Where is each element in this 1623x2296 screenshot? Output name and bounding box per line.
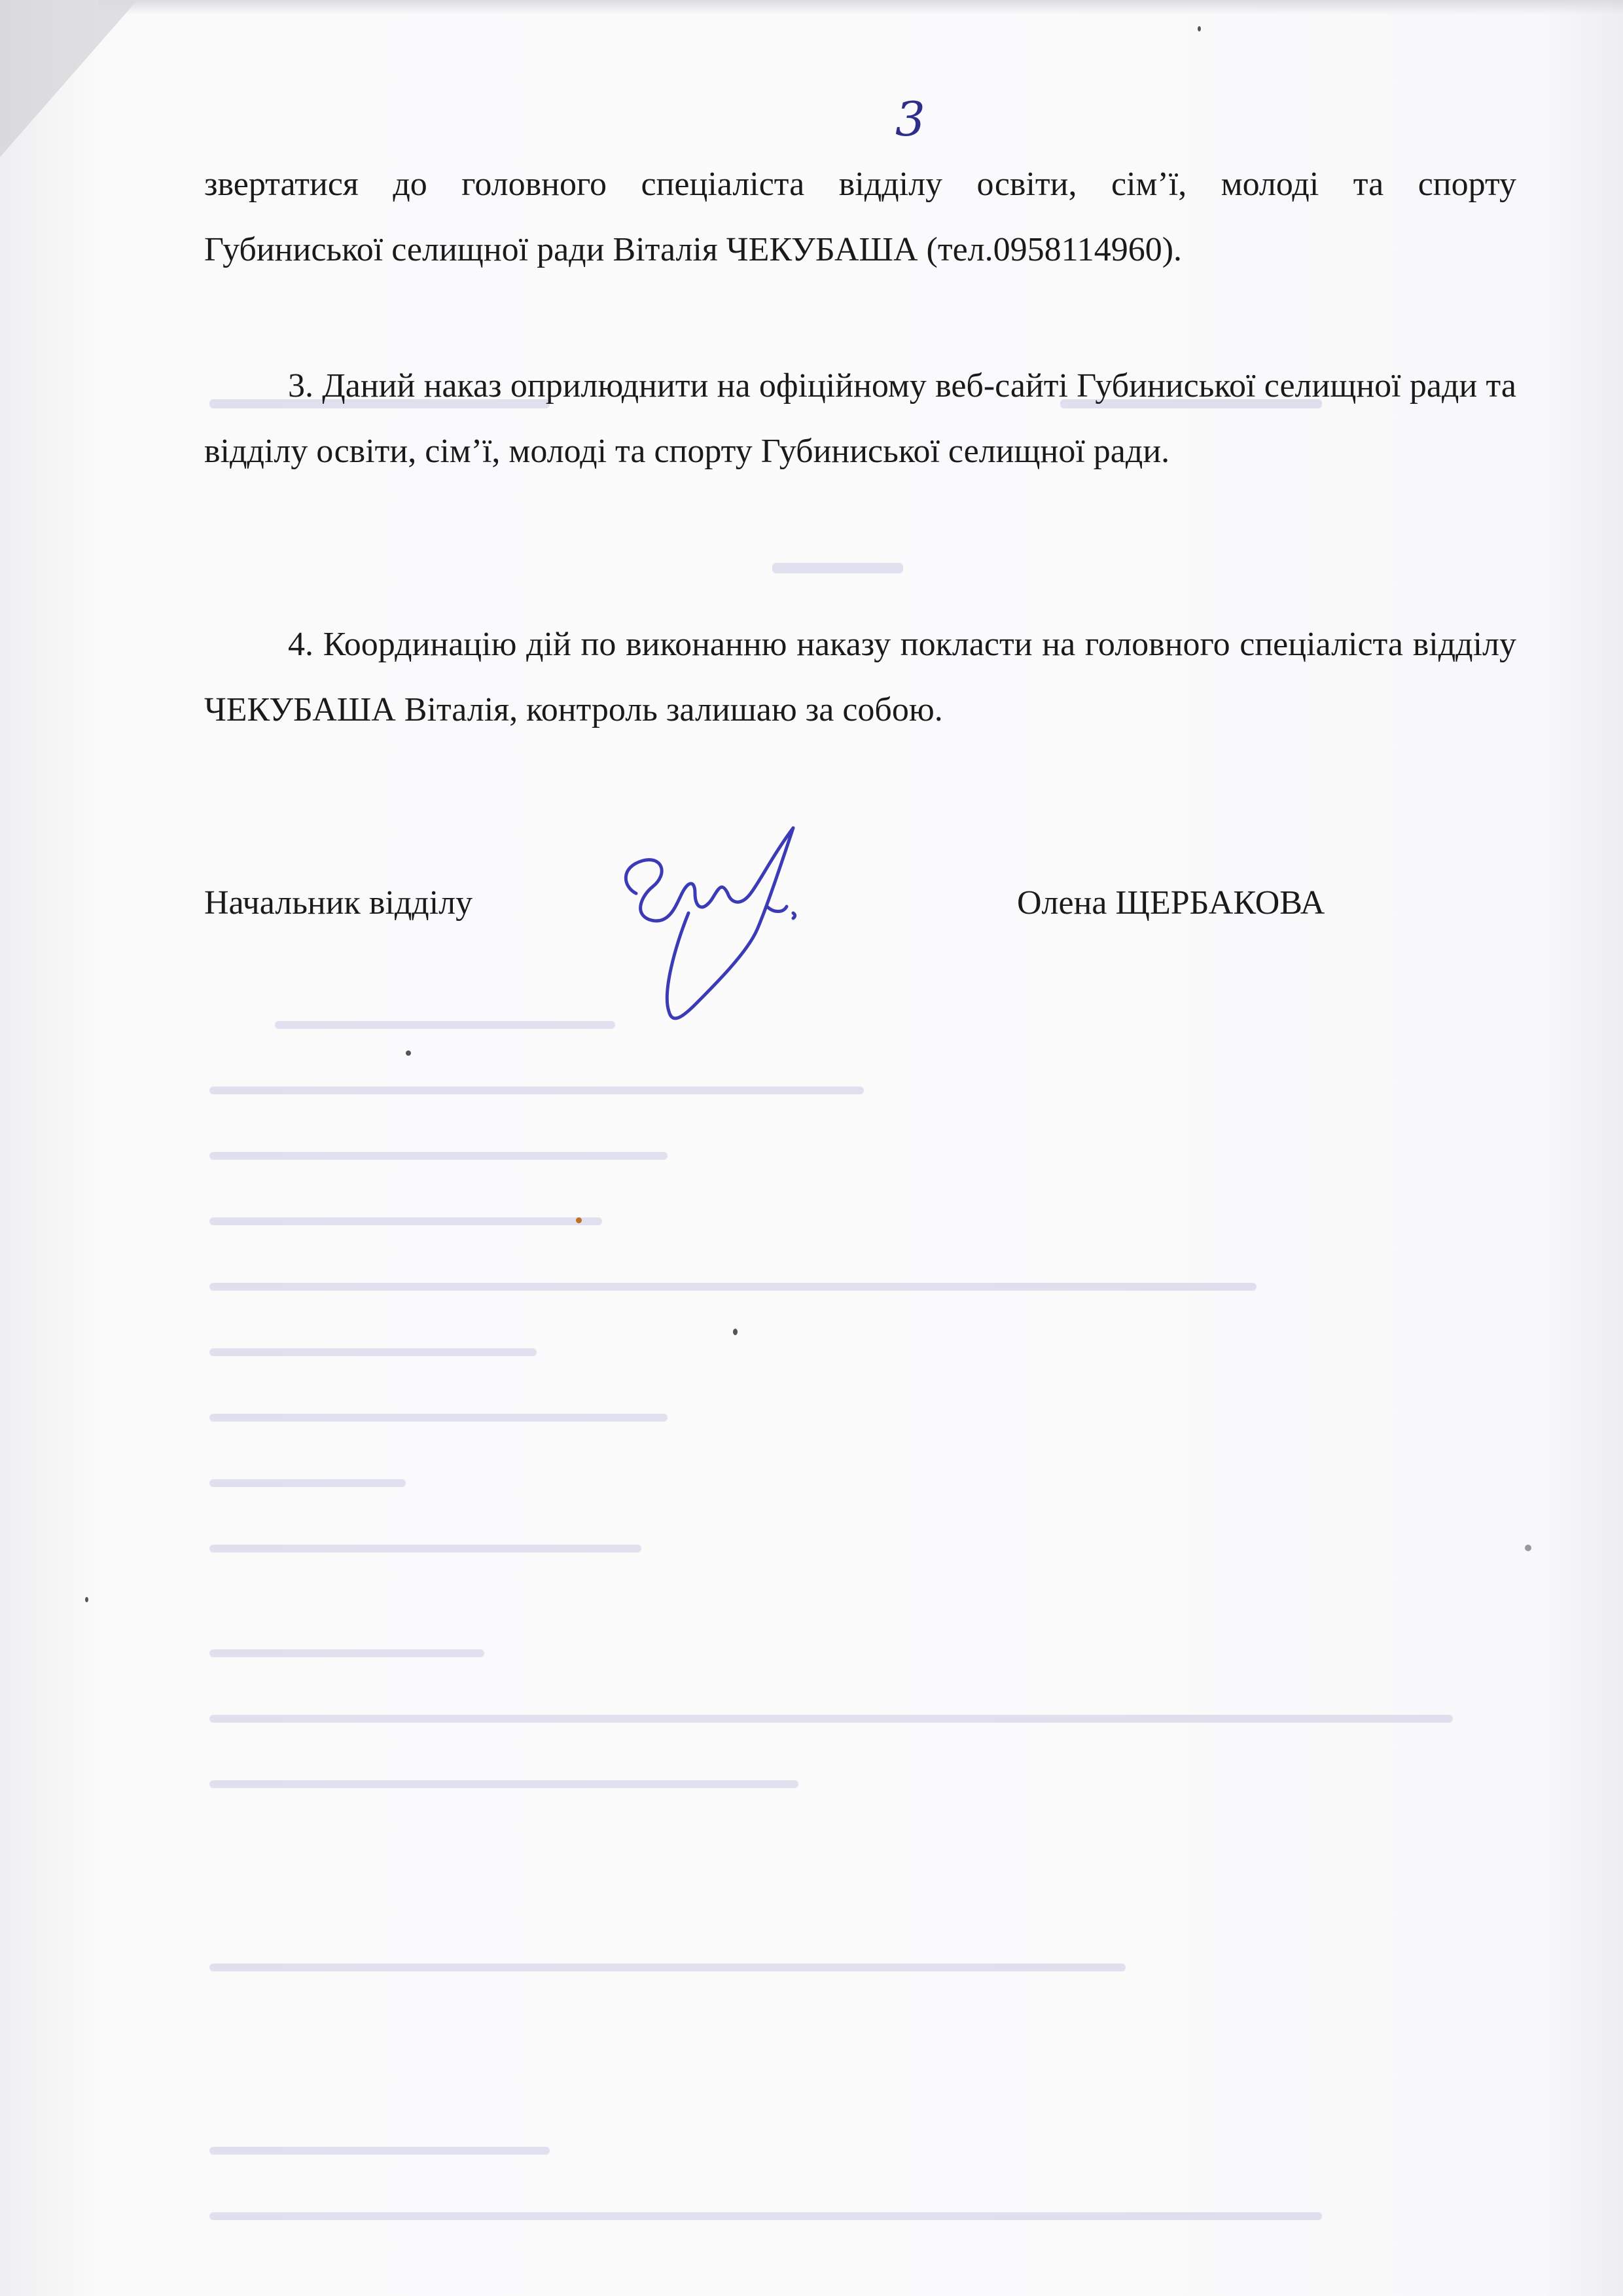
scan-speck: [85, 1597, 88, 1602]
scan-speck: [1198, 26, 1201, 31]
paragraph-contact-line2: Губиниської селищної ради Віталія ЧЕКУБАША (тел.0958114960).: [204, 231, 1183, 268]
page-number: 3: [895, 92, 925, 147]
signer-name: Олена ЩЕРБАКОВА: [1017, 884, 1325, 922]
signature-block: [204, 877, 1516, 1073]
scan-speck: [406, 1050, 411, 1056]
scan-speck: [576, 1217, 582, 1223]
signer-position: Начальник відділу: [204, 884, 473, 922]
paragraph-contact: [204, 152, 1516, 283]
paragraph-item-4-text: 4. Координацію дій по виконанню наказу покласти на головного спеціаліста відділу ЧЕКУБАША Віталія, контроль залишаю за собою.: [204, 626, 1516, 728]
paragraph-item-4: [204, 612, 1516, 743]
scan-speck: [733, 1329, 738, 1335]
folded-corner: [0, 0, 137, 157]
paragraph-contact-line1: звертатися до головного спеціаліста відділу освіти, сім’ї, молоді та спорту: [204, 166, 1516, 203]
paragraph-item-3-text: 3. Даний наказ оприлюднити на офіційному веб-сайті Губиниської селищної ради та відділу освіти, сім’ї, молоді та спорту Губиниської селищної ради.: [204, 367, 1516, 470]
page-edge-shadow: [98, 0, 1623, 14]
paragraph-item-3: [204, 353, 1516, 484]
scan-speck: [1525, 1545, 1531, 1551]
handwritten-signature: [597, 815, 832, 1037]
